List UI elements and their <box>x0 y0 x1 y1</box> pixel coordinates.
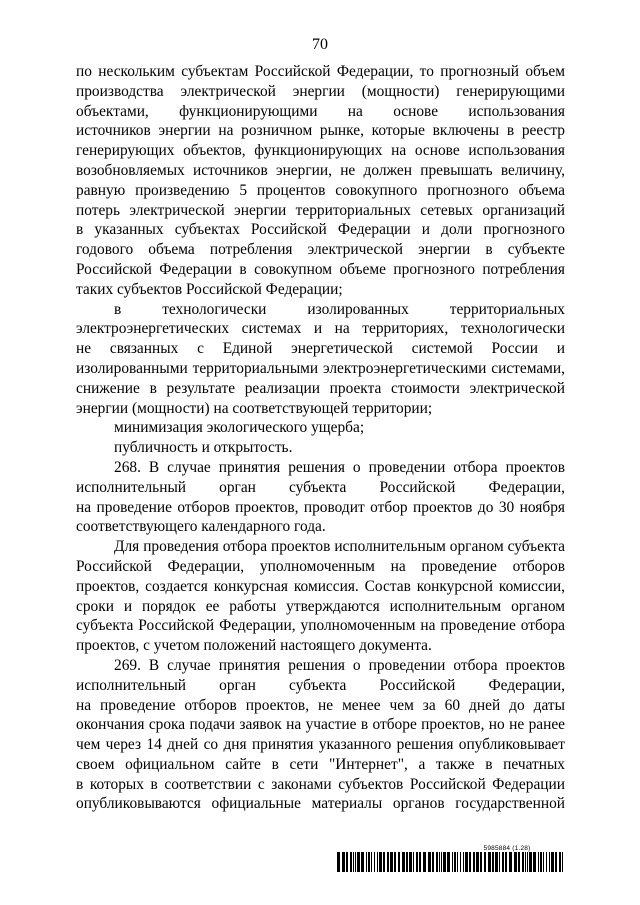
text-line: в технологически изолированных территориальных <box>114 300 565 318</box>
document-body <box>76 62 565 814</box>
text-line: снижение в результате реализации проекта стоимости электрической <box>76 379 565 397</box>
text-line: соответствующего календарного года. <box>76 518 326 536</box>
text-line: генерирующих объектов, функционирующих на основе использования <box>76 142 565 160</box>
text-line: не связанных с Единой энергетической системой России и <box>76 340 565 358</box>
text-line: таких субъектов Российской Федерации; <box>76 280 343 298</box>
text-line: исполнительный орган субъекта Российской Федерации, <box>76 478 565 496</box>
text-line: объектами, функционирующими на основе использования <box>76 102 565 120</box>
text-line: в которых в соответствии с законами субъектов Российской Федерации <box>76 775 565 793</box>
text-line: на проведение отборов проектов, не менее чем за 60 дней до даты <box>76 696 565 714</box>
page-number: 70 <box>312 36 328 53</box>
text-line: проектов, создается конкурсная комиссия. Состав конкурсной комиссии, <box>76 577 565 595</box>
barcode-icon <box>337 852 563 872</box>
document-code: 5985884 (1.28) <box>483 845 531 852</box>
text-line: исполнительный орган субъекта Российской Федерации, <box>76 676 565 694</box>
text-line: электроэнергетических системах и на территориях, технологически <box>76 320 565 338</box>
text-line: субъекта Российской Федерации, уполномоченным на проведение отбора <box>76 617 565 635</box>
text-line: источников энергии на розничном рынке, которые включены в реестр <box>76 122 565 140</box>
text-line: производства электрической энергии (мощности) генерирующими <box>76 82 565 100</box>
text-line: Российской Федерации в совокупном объеме прогнозного потребления <box>76 260 565 278</box>
text-line: проектов, с учетом положений настоящего документа. <box>76 637 432 655</box>
text-line: в указанных субъектах Российской Федерации и доли прогнозного <box>76 221 565 239</box>
text-line: изолированными территориальными электроэнергетическими системами, <box>76 359 565 377</box>
text-line: Российской Федерации, уполномоченным на проведение отборов <box>76 557 565 575</box>
text-line: равную произведению 5 процентов совокупного прогнозного объема <box>76 181 565 199</box>
text-line: энергии (мощности) на соответствующей территории; <box>76 399 433 417</box>
text-line: публичность и открытость. <box>114 439 293 457</box>
text-line: опубликовываются официальные материалы органов государственной <box>76 795 565 813</box>
text-line: чем через 14 дней со дня принятия указанного решения опубликовывает <box>76 736 565 754</box>
text-line: Для проведения отбора проектов исполнительным органом субъекта <box>114 538 565 556</box>
text-line: своем официальном сайте в сети "Интернет", а также в печатных <box>76 755 565 773</box>
text-line: сроки и порядок ее работы утверждаются исполнительным органом <box>76 597 565 615</box>
text-line: годового объема потребления электрической энергии в субъекте <box>76 241 565 259</box>
text-line: на проведение отборов проектов, проводит отбор проектов до 30 ноября <box>76 498 565 516</box>
text-line: потерь электрической энергии территориальных сетевых организаций <box>76 201 565 219</box>
text-line: по нескольким субъектам Российской Федерации, то прогнозный объем <box>76 63 565 80</box>
text-line: окончания срока подачи заявок на участие в отборе проектов, но не ранее <box>76 716 565 734</box>
text-line: 268. В случае принятия решения о проведении отбора проектов <box>114 458 565 476</box>
text-line: 269. В случае принятия решения о проведении отбора проектов <box>114 656 565 674</box>
text-line: минимизация экологического ущерба; <box>114 419 365 437</box>
text-line: возобновляемых источников энергии, не должен превышать величину, <box>76 161 565 179</box>
